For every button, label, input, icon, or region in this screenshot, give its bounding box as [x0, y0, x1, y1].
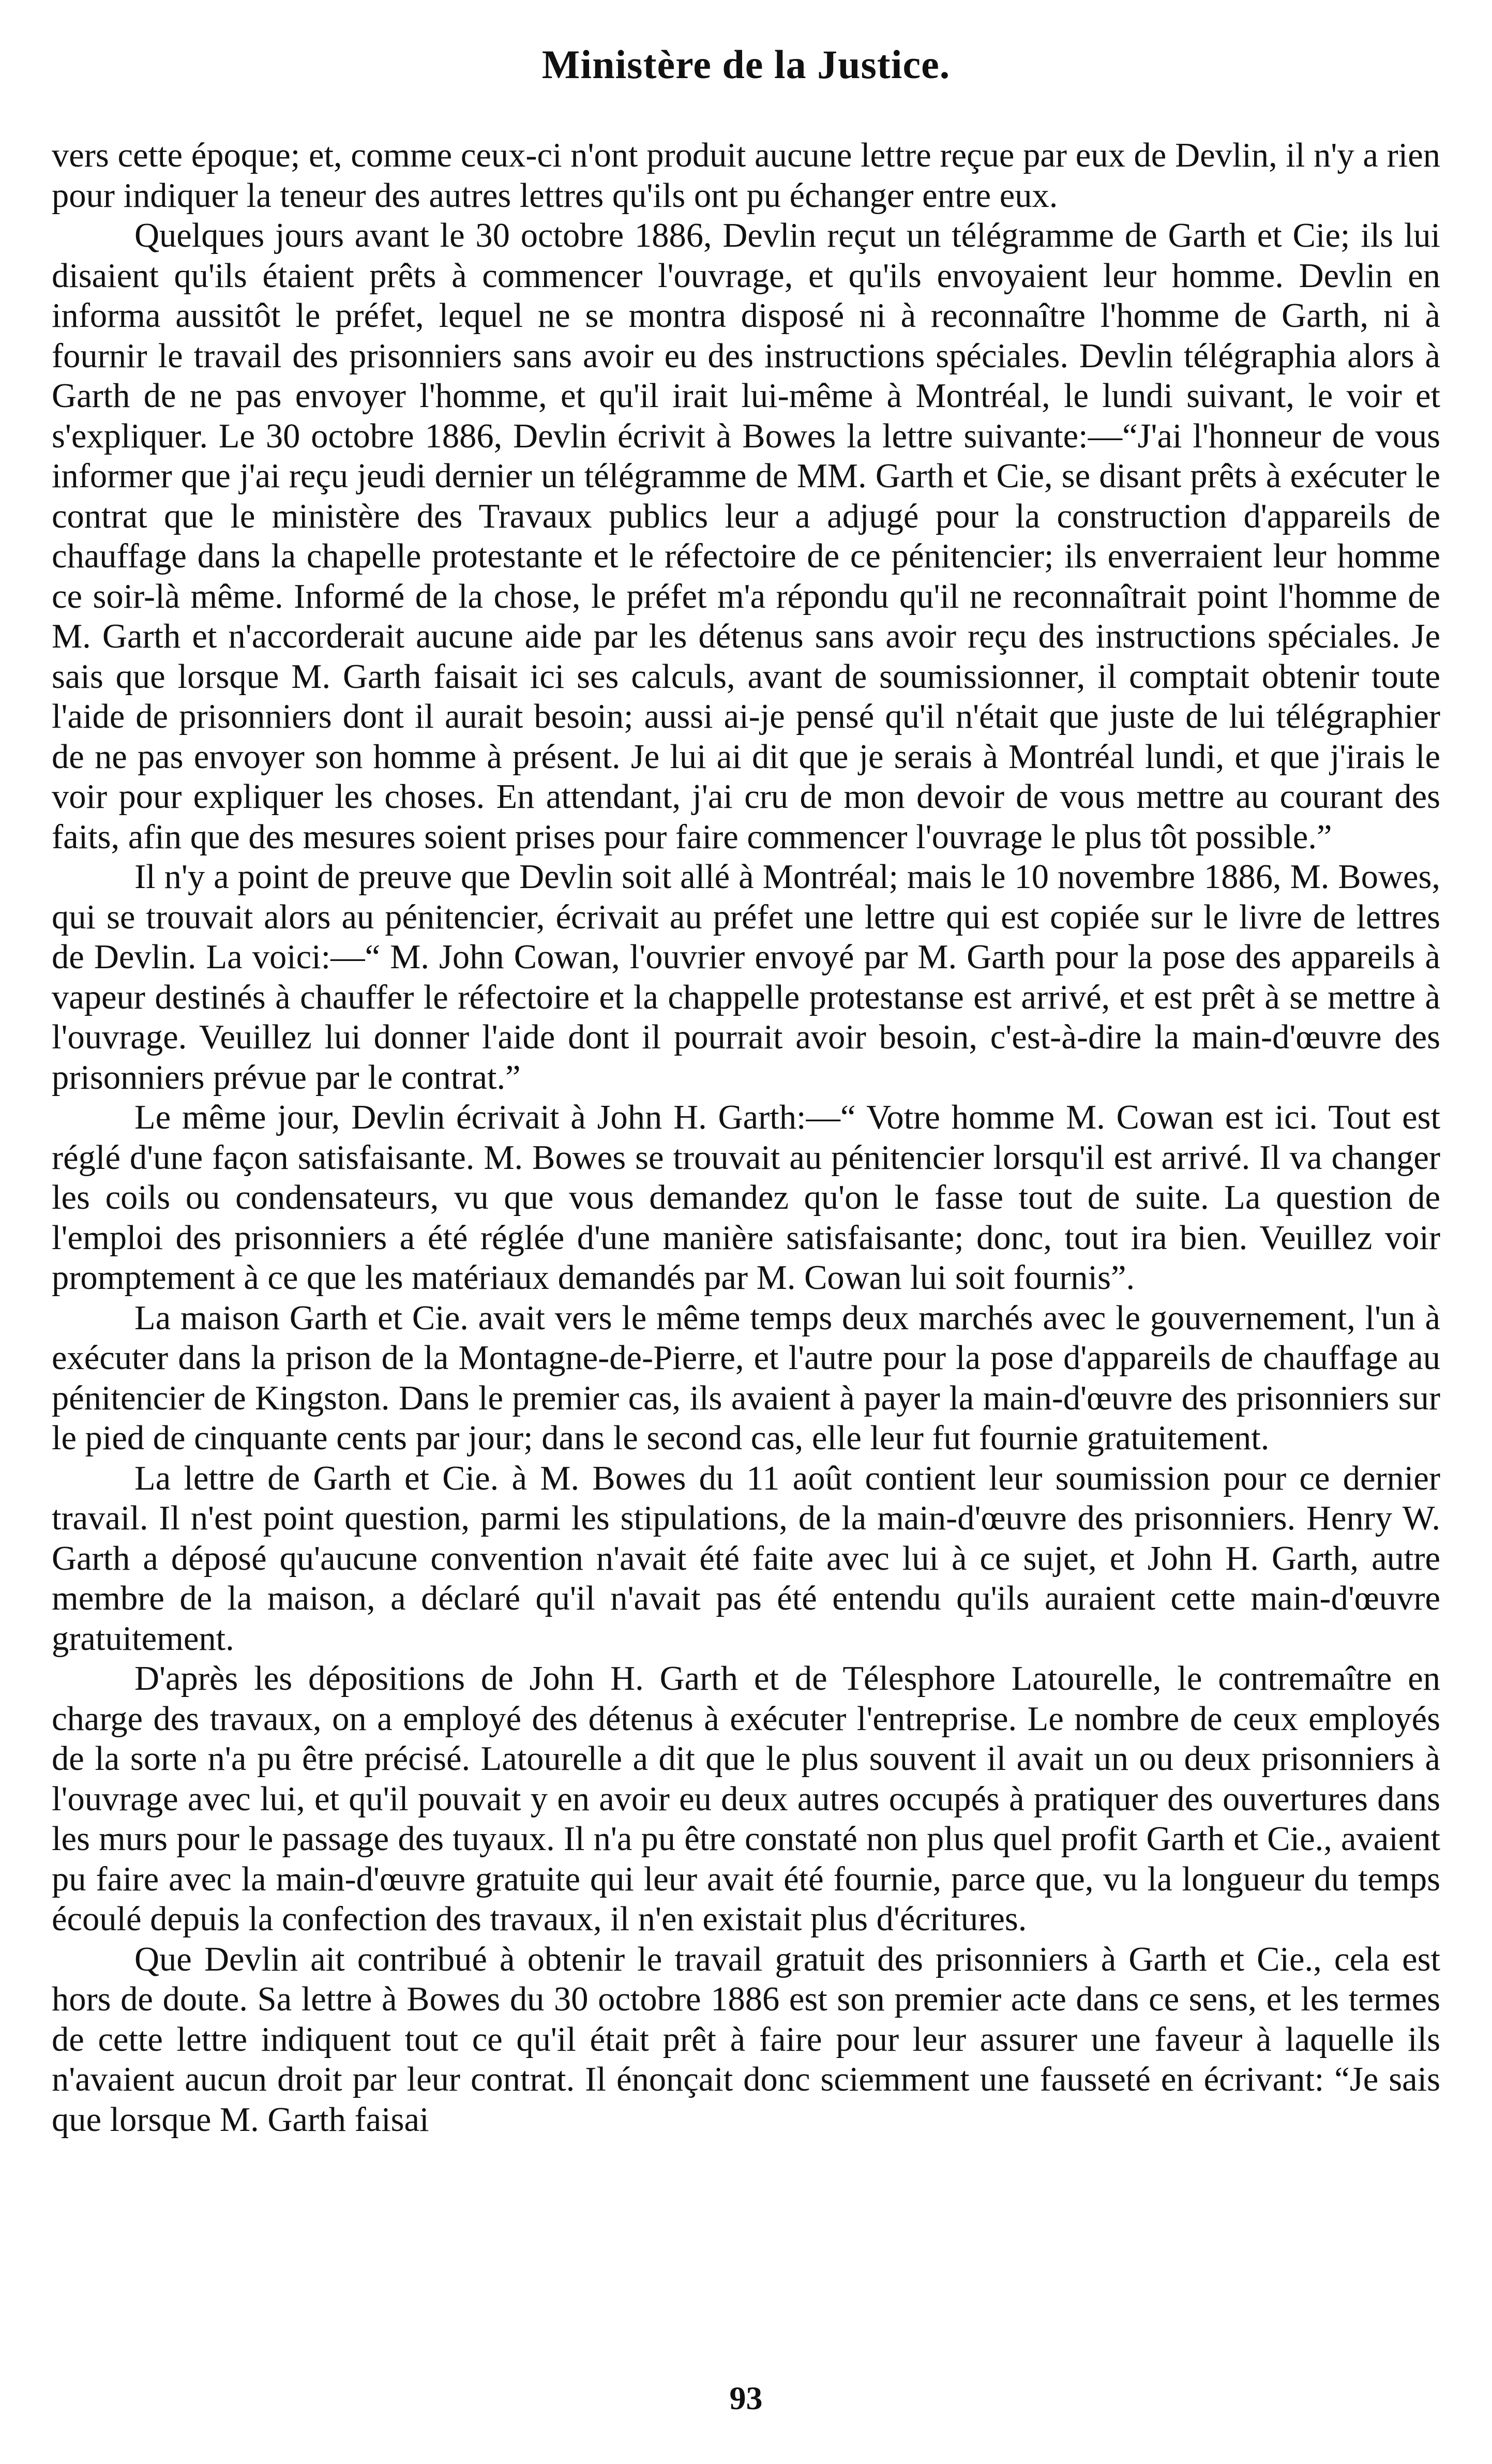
paragraph-5: La maison Garth et Cie. avait vers le même temps deux marchés avec le gouvernement, l'un à exécuter dans la prison de la Montagne-de-Pierre, et l'autre pour la pose d'appareils de chauffage au pénitencier de Kingston. Dans le premier cas, ils avaient à payer la main-d'œuvre des prisonniers sur le pied de cinquante cents par jour; dans le second cas, elle leur fut fournie gratuitement.	[52, 1299, 1440, 1457]
paragraph-1: vers cette époque; et, comme ceux-ci n'ont produit aucune lettre reçue par eux de Devlin, il n'y a rien pour indiquer la teneur des autres lettres qu'ils ont pu échanger entre eux.	[52, 137, 1440, 215]
page-number: 93	[729, 2380, 763, 2416]
page-title: Ministère de la Justice.	[541, 42, 951, 87]
paragraph-3: Il n'y a point de preuve que Devlin soit allé à Montréal; mais le 10 novembre 1886, M. Bowes, qui se trouvait alors au pénitencier, écrivait au préfet une lettre qui est copiée sur le livre de lettres de Devlin. La voici:—“ M. John Cowan, l'ouvrier envoyé par M. Garth pour la pose des appareils à vapeur destinés à chauffer le réfectoire et la chappelle protestanse est arrivé, et est prêt à se mettre à l'ouvrage. Veuillez lui donner l'aide dont il pourrait avoir besoin, c'est-à-dire la main-d'œuvre des prisonniers prévue par le contrat.”	[52, 858, 1440, 1096]
paragraph-7: D'après les dépositions de John H. Garth et de Télesphore Latourelle, le contremaître en charge des travaux, on a employé des détenus à exécuter l'entreprise. Le nombre de ceux employés de la sorte n'a pu être précisé. Latourelle a dit que le plus souvent il avait un ou deux prisonniers à l'ouvrage avec lui, et qu'il pouvait y en avoir eu deux autres occupés à pratiquer des ouvertures dans les murs pour le passage des tuyaux. Il n'a pu être constaté non plus quel profit Garth et Cie., avaient pu faire avec la main-d'œuvre gratuite qui leur avait été fournie, parce que, vu la longueur du temps écoulé depuis la confection des travaux, il n'en existait plus d'écritures.	[52, 1660, 1440, 1938]
paragraph-4: Le même jour, Devlin écrivait à John H. Garth:—“ Votre homme M. Cowan est ici. Tout est réglé d'une façon satisfaisante. M. Bowes se trouvait au pénitencier lorsqu'il est arrivé. Il va changer les coils ou condensateurs, vu que vous demandez qu'on le fasse tout de suite. La question de l'emploi des prisonniers a été réglée d'une manière satisfaisante; donc, tout ira bien. Veuillez voir promptement à ce que les matériaux demandés par M. Cowan lui soit fournis”.	[52, 1099, 1440, 1297]
paragraph-2: Quelques jours avant le 30 octobre 1886, Devlin reçut un télégramme de Garth et Cie; ils lui disaient qu'ils étaient prêts à commencer l'ouvrage, et qu'ils envoyaient leur homme. Devlin en informa aussitôt le préfet, lequel ne se montra disposé ni à reconnaître l'homme de Garth, ni à fournir le travail des prisonniers sans avoir eu des instructions spéciales. Devlin télégraphia alors à Garth de ne pas envoyer l'homme, et qu'il irait lui-même à Montréal, le lundi suivant, le voir et s'expliquer. Le 30 octobre 1886, Devlin écrivit à Bowes la lettre suivante:—“J'ai l'honneur de vous informer que j'ai reçu jeudi dernier un télégramme de MM. Garth et Cie, se disant prêts à exécuter le contrat que le ministère des Travaux publics leur a adjugé pour la construction d'appareils de chauffage dans la chapelle protestante et le réfectoire de ce pénitencier; ils enverraient leur homme ce soir-là même. Informé de la chose, le préfet m'a répondu qu'il ne reconnaîtrait point l'homme de M. Garth et n'accorderait aucune aide par les détenus sans avoir reçu des instructions spéciales. Je sais que lorsque M. Garth faisait ici ses calculs, avant de soumissionner, il comptait obtenir toute l'aide de prisonniers dont il aurait besoin; aussi ai-je pensé qu'il n'était que juste de lui télégraphier de ne pas envoyer son homme à présent. Je lui ai dit que je serais à Montréal lundi, et que j'irais le voir pour expliquer les choses. En attendant, j'ai cru de mon devoir de vous mettre au courant des faits, afin que des mesures soient prises pour faire commencer l'ouvrage le plus tôt possible.”	[52, 217, 1440, 856]
paragraph-8: Que Devlin ait contribué à obtenir le travail gratuit des prisonniers à Garth et Cie., cela est hors de doute. Sa lettre à Bowes du 30 octobre 1886 est son premier acte dans ce sens, et les termes de cette lettre indiquent tout ce qu'il était prêt à faire pour leur assurer une faveur à laquelle ils n'avaient aucun droit par leur contrat. Il énonçait donc sciemment une fausseté en écrivant: “Je sais que lorsque M. Garth faisai	[52, 1940, 1440, 2139]
paragraph-6: La lettre de Garth et Cie. à M. Bowes du 11 août contient leur soumission pour ce dernier travail. Il n'est point question, parmi les stipulations, de la main-d'œuvre des prisonniers. Henry W. Garth a déposé qu'aucune convention n'avait été faite avec lui à ce sujet, et John H. Garth, autre membre de la maison, a déclaré qu'il n'avait pas été entendu qu'ils auraient cette main-d'œuvre gratuitement.	[52, 1459, 1440, 1658]
document-page	[52, 41, 1440, 2431]
